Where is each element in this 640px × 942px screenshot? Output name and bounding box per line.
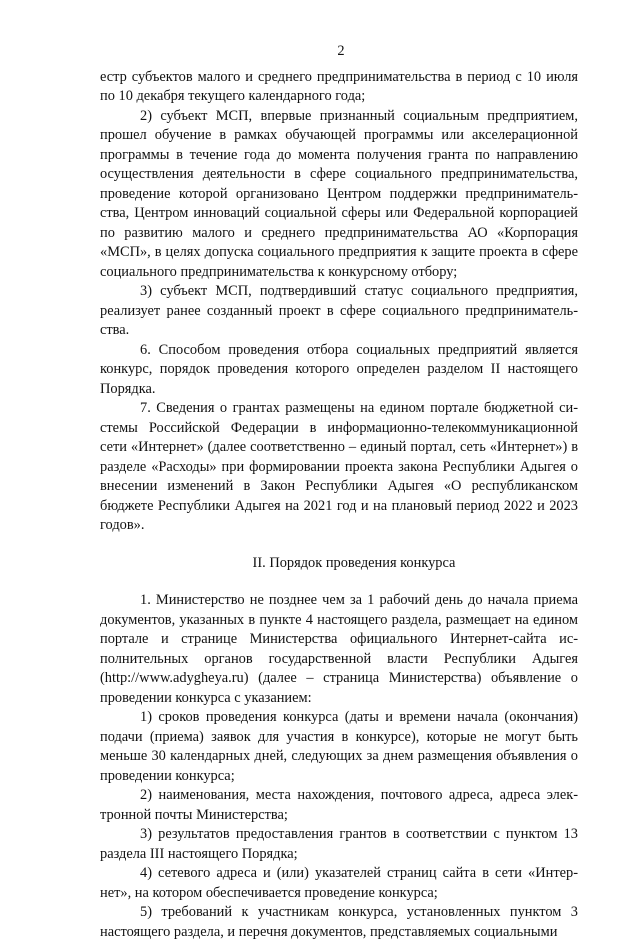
document-page: [100, 42, 578, 942]
page-number: 2: [337, 43, 345, 59]
section-heading: II. Порядок проведения конкурса: [252, 554, 456, 571]
paragraph-register-period: естр субъектов малого и среднего предпринимательства в период с 10 июля по 10 декабря текущего календарного года;: [100, 68, 578, 104]
list-item-requirements: 5) требований к участникам конкурса, установленных пунктом 3 настоящего раздела, и перечня документов, представляемых социальными: [100, 904, 578, 940]
paragraph-grant-info: 7. Сведения о грантах размещены на едином портале бюджетной системы Российской Федерации в информационно-телекоммуникационной сети «Интернет» (далее соответственно – единый портал, сеть «Интернет») в разделе «Расходы» при формировании проекта закона Республики Адыгея о внесении изменений в Закон Республики Адыгея «О республиканском бюджете Республики Адыгея на 2021 год и на плановый период 2022 и 2023 годов».: [100, 400, 578, 533]
list-item-deadlines: 1) сроков проведения конкурса (даты и времени начала (окончания) подачи (приема) заявок для участия в конкурсе), которые не могут быть меньше 30 календарных дней, следующих за днем размещения объявления о проведении конкурса;: [100, 709, 578, 784]
paragraph-selection-method: 6. Способом проведения отбора социальных предприятий является конкурс, порядок проведения которого определен разделом II настоящего Порядка.: [100, 341, 578, 397]
paragraph-announcement: 1. Министерство не позднее чем за 1 рабочий день до начала приема документов, указанных в пункте 4 настоящего раздела, размещает на едином портале и странице Министерства официального Интернет-сайта исполнительных органов государственной власти Республики Адыгея (http://www.adygheya.ru) (далее – страница Министерства) объявление о проведении конкурса с указанием:: [100, 592, 578, 706]
list-item-network-address: 4) сетевого адреса и (или) указателей страниц сайта в сети «Интернет», на котором обеспечивается проведение конкурса;: [100, 865, 578, 901]
paragraph-subject-training: 2) субъект МСП, впервые признанный социальным предприятием, прошел обучение в рамках обучающей программы или акселерационной программы в течение года до момента получения гранта по направлению осуществления деятельности в сфере социального предпринимательства, проведение которой организовано Центром поддержки предпринимательства, Центром инноваций социальной сферы или Федеральной корпорацией по развитию малого и среднего предпринимательства АО «Корпорация «МСП», в целях допуска социального предприятия к защите проекта в сфере социального предпринимательства к конкурсному отбору;: [100, 107, 578, 280]
list-item-ministry-contacts: 2) наименования, места нахождения, почтового адреса, адреса электронной почты Министерства;: [100, 787, 578, 823]
paragraph-subject-status: 3) субъект МСП, подтвердивший статус социального предприятия, реализует ранее созданный проект в сфере социального предпринимательства.: [100, 283, 578, 338]
list-item-results: 3) результатов предоставления грантов в соответствии с пунктом 13 раздела III настоящего Порядка;: [100, 826, 578, 862]
